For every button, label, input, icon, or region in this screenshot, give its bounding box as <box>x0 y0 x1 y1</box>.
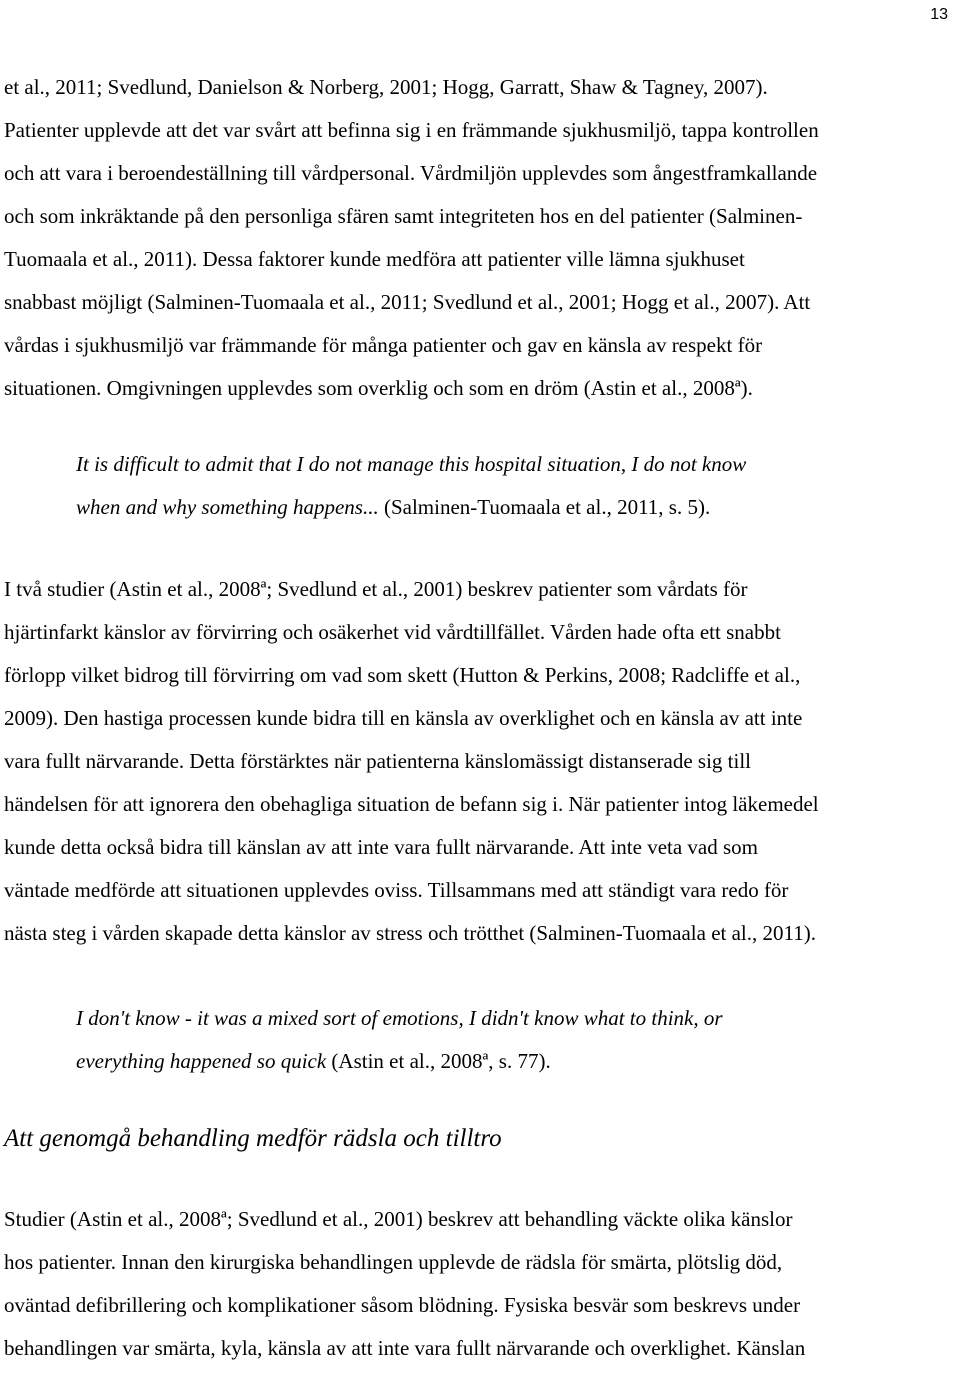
paragraph-line: kunde detta också bidra till känslan av att inte vara fullt närvarande. Att inte veta vad som <box>4 835 759 859</box>
quote-2 <box>4 997 954 1083</box>
spacer <box>4 529 954 568</box>
paragraph-line: vara fullt närvarande. Detta förstärktes när patienterna känslomässigt distanserade sig till <box>4 749 751 773</box>
paragraph-2 <box>4 568 954 955</box>
spacer <box>4 410 954 443</box>
paragraph-line: et al., 2011; Svedlund, Danielson & Norberg, 2001; Hogg, Garratt, Shaw & Tagney, 2007). <box>4 75 768 99</box>
section-heading: Att genomgå behandling medför rädsla och tilltro <box>4 1125 502 1152</box>
paragraph-line: Patienter upplevde att det var svårt att befinna sig i en främmande sjukhusmiljö, tappa kontrollen <box>4 118 819 142</box>
paragraph-line: nästa steg i vården skapade detta känslor av stress och trötthet (Salminen-Tuomaala et al., 2011). <box>4 921 816 945</box>
quote-1 <box>4 443 954 529</box>
paragraph-line: vårdas i sjukhusmiljö var främmande för många patienter och gav en känsla av respekt för <box>4 333 763 357</box>
paragraph-line: väntade medförde att situationen upplevdes oviss. Tillsammans med att ständigt vara redo för <box>4 878 789 902</box>
document-body <box>4 66 954 1370</box>
paragraph-line: situationen. Omgivningen upplevdes som overklig och som en dröm (Astin et al., 2008ª). <box>4 376 753 400</box>
quote-text: everything happened so quick <box>76 1049 327 1073</box>
quote-citation: (Astin et al., 2008ª, s. 77). <box>326 1049 551 1073</box>
page-number: 13 <box>930 6 948 23</box>
paragraph-1 <box>4 66 954 410</box>
quote-line <box>76 1040 954 1083</box>
quote-text: I don't know - it was a mixed sort of emotions, I didn't know what to think, or <box>76 1006 723 1030</box>
paragraph-line: Tuomaala et al., 2011). Dessa faktorer kunde medföra att patienter ville lämna sjukhuset <box>4 247 745 271</box>
paragraph-line: 2009). Den hastiga processen kunde bidra till en känsla av overklighet och en känsla av att inte <box>4 706 803 730</box>
quote-line <box>76 997 954 1040</box>
paragraph-line: hos patienter. Innan den kirurgiska behandlingen upplevde de rädsla för smärta, plötslig död, <box>4 1250 783 1274</box>
paragraph-line: hjärtinfarkt känslor av förvirring och osäkerhet vid vårdtillfället. Vården hade ofta ett snabbt <box>4 620 781 644</box>
paragraph-line: förlopp vilket bidrog till förvirring om vad som skett (Hutton & Perkins, 2008; Radcliffe et al., <box>4 663 801 687</box>
paragraph-line: Studier (Astin et al., 2008ª; Svedlund et al., 2001) beskrev att behandling väckte olika känslor <box>4 1207 793 1231</box>
spacer <box>4 1160 954 1198</box>
paragraph-line: oväntad defibrillering och komplikationer såsom blödning. Fysiska besvär som beskrevs under <box>4 1293 801 1317</box>
quote-citation: (Salminen-Tuomaala et al., 2011, s. 5). <box>378 495 711 519</box>
quote-line <box>76 486 954 529</box>
paragraph-line: och att vara i beroendeställning till vårdpersonal. Vårdmiljön upplevdes som ångestframkallande <box>4 161 818 185</box>
quote-text: It is difficult to admit that I do not manage this hospital situation, I do not know <box>76 452 747 476</box>
paragraph-line: I två studier (Astin et al., 2008ª; Svedlund et al., 2001) beskrev patienter som vårdats för <box>4 577 748 601</box>
paragraph-line: behandlingen var smärta, kyla, känsla av att inte vara fullt närvarande och overklighet. Känslan <box>4 1336 806 1360</box>
paragraph-line: händelsen för att ignorera den obehagliga situation de befann sig i. När patienter intog läkemedel <box>4 792 819 816</box>
spacer <box>4 955 954 997</box>
paragraph-line: snabbast möjligt (Salminen-Tuomaala et al., 2011; Svedlund et al., 2001; Hogg et al., 2007). Att <box>4 290 811 314</box>
spacer <box>4 1083 954 1117</box>
paragraph-line: och som inkräktande på den personliga sfären samt integriteten hos en del patienter (Salminen- <box>4 204 803 228</box>
quote-line <box>76 443 954 486</box>
quote-text: when and why something happens... <box>76 495 379 519</box>
paragraph-3 <box>4 1198 954 1370</box>
